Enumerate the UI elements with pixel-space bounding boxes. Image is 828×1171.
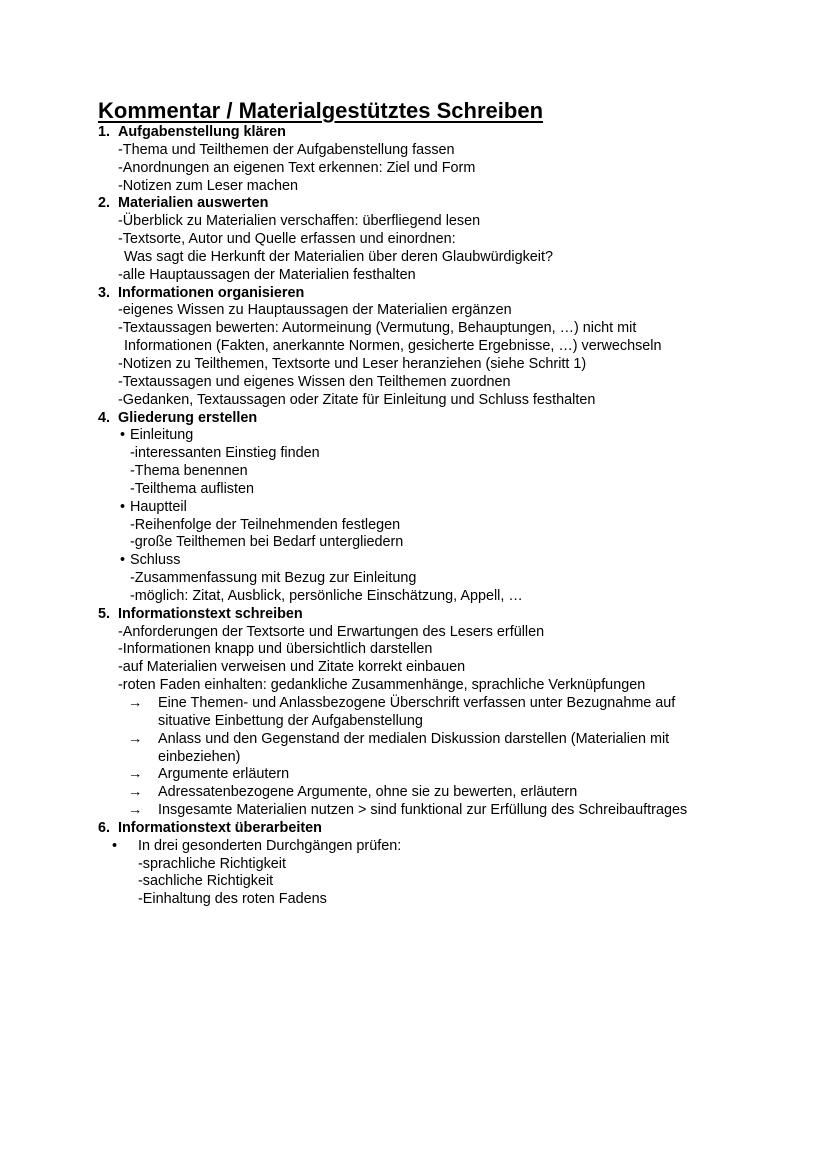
text-line: -Thema benennen xyxy=(130,463,248,480)
text-line: -Gedanken, Textaussagen oder Zitate für Einleitung und Schluss festhalten xyxy=(118,391,596,408)
text-line: -Teilthema auflisten xyxy=(130,480,254,497)
section-heading xyxy=(98,606,798,624)
section-heading-text: Informationen organisieren xyxy=(118,284,305,301)
bullet-icon: • xyxy=(120,552,126,569)
arrow-item-text: Adressatenbezogene Argumente, ohne sie zu bewerten, erläutern xyxy=(158,784,578,801)
section-heading xyxy=(98,195,798,213)
section-heading-text: Informationstext schreiben xyxy=(118,605,303,622)
text-line: -möglich: Zitat, Ausblick, persönliche Einschätzung, Appell, … xyxy=(130,587,523,604)
bullet-label: In drei gesonderten Durchgängen prüfen: xyxy=(138,837,402,854)
text-line: -interessanten Einstieg finden xyxy=(130,445,320,462)
arrow-item-text: Insgesamte Materialien nutzen > sind funktional zur Erfüllung des Schreibauftrages xyxy=(158,802,688,819)
text-line: -Textaussagen bewerten: Autormeinung (Vermutung, Behauptungen, …) nicht mit xyxy=(118,320,637,337)
text-line: -sprachliche Richtigkeit xyxy=(138,855,286,872)
text-line: -Notizen zum Leser machen xyxy=(118,177,298,194)
section-heading xyxy=(98,124,798,142)
section-number: 6. xyxy=(98,819,111,836)
bullet-label: Schluss xyxy=(130,552,181,569)
text-line: -alle Hauptaussagen der Materialien festhalten xyxy=(118,266,416,283)
bullet-item xyxy=(98,499,798,517)
text-line: -Überblick zu Materialien verschaffen: überfliegend lesen xyxy=(118,213,481,230)
arrow-item-text: Eine Themen- und Anlassbezogene Überschrift verfassen unter Bezugnahme auf xyxy=(158,695,676,711)
bullet-icon: • xyxy=(120,427,126,444)
page-title: Kommentar / Materialgestütztes Schreiben xyxy=(98,98,544,123)
text-line: -Anordnungen an eigenen Text erkennen: Ziel und Form xyxy=(118,159,476,176)
arrow-item-continuation: situative Einbettung der Aufgabenstellung xyxy=(158,712,423,729)
section-heading-text: Materialien auswerten xyxy=(118,195,269,212)
text-line: Informationen (Fakten, anerkannte Normen, gesicherte Ergebnisse, …) verwechseln xyxy=(124,338,662,355)
arrow-right-icon: → xyxy=(128,766,143,783)
arrow-item-text: Anlass und den Gegenstand der medialen Diskussion darstellen (Materialien mit xyxy=(158,730,670,747)
text-line: -auf Materialien verweisen und Zitate korrekt einbauen xyxy=(118,659,466,676)
bullet-item xyxy=(98,552,798,570)
text-line: -eigenes Wissen zu Hauptaussagen der Materialien ergänzen xyxy=(118,302,512,319)
arrow-item xyxy=(98,695,798,713)
arrow-right-icon: → xyxy=(128,802,143,819)
arrow-right-icon: → xyxy=(128,730,143,747)
document-content xyxy=(98,124,798,909)
arrow-item-continuation: einbeziehen) xyxy=(158,748,241,765)
section-heading xyxy=(98,285,798,303)
bullet-label: Einleitung xyxy=(130,427,194,444)
text-line: -Informationen knapp und übersichtlich darstellen xyxy=(118,641,433,658)
bullet-icon: • xyxy=(112,837,118,854)
section-heading-text: Informationstext überarbeiten xyxy=(118,819,322,836)
section-heading-text: Aufgabenstellung klären xyxy=(118,124,286,140)
text-line: -Reihenfolge der Teilnehmenden festlegen xyxy=(130,516,401,533)
text-line: Was sagt die Herkunft der Materialien über deren Glaubwürdigkeit? xyxy=(124,248,554,265)
bullet-label: Hauptteil xyxy=(130,498,187,515)
text-line: -Textaussagen und eigenes Wissen den Teilthemen zuordnen xyxy=(118,373,511,390)
text-line: -Notizen zu Teilthemen, Textsorte und Leser heranziehen (siehe Schritt 1) xyxy=(118,355,587,372)
arrow-right-icon: → xyxy=(128,784,143,801)
arrow-item-text: Argumente erläutern xyxy=(158,766,290,783)
section-number: 5. xyxy=(98,605,111,622)
text-line: -sachliche Richtigkeit xyxy=(138,873,274,890)
section-number: 2. xyxy=(98,195,111,212)
section-heading xyxy=(98,410,798,428)
section-number: 1. xyxy=(98,124,111,140)
text-line: -Textsorte, Autor und Quelle erfassen und einordnen: xyxy=(118,231,456,248)
section-number: 4. xyxy=(98,409,111,426)
text-line: -Anforderungen der Textsorte und Erwartungen des Lesers erfüllen xyxy=(118,623,545,640)
arrow-item xyxy=(98,766,798,784)
arrow-item xyxy=(98,802,798,820)
section-heading xyxy=(98,820,798,838)
bullet-item xyxy=(98,838,798,856)
arrow-item xyxy=(98,731,798,749)
arrow-right-icon: → xyxy=(128,695,143,711)
text-line: -Thema und Teilthemen der Aufgabenstellung fassen xyxy=(118,141,455,158)
text-line: -roten Faden einhalten: gedankliche Zusammenhänge, sprachliche Verknüpfungen xyxy=(118,677,646,694)
bullet-item xyxy=(98,427,798,445)
section-number: 3. xyxy=(98,284,111,301)
arrow-item xyxy=(98,784,798,802)
section-heading-text: Gliederung erstellen xyxy=(118,409,258,426)
text-line: -Einhaltung des roten Fadens xyxy=(138,891,327,908)
bullet-icon: • xyxy=(120,498,126,515)
text-line: -große Teilthemen bei Bedarf untergliedern xyxy=(130,534,404,551)
text-line: -Zusammenfassung mit Bezug zur Einleitung xyxy=(130,570,417,587)
